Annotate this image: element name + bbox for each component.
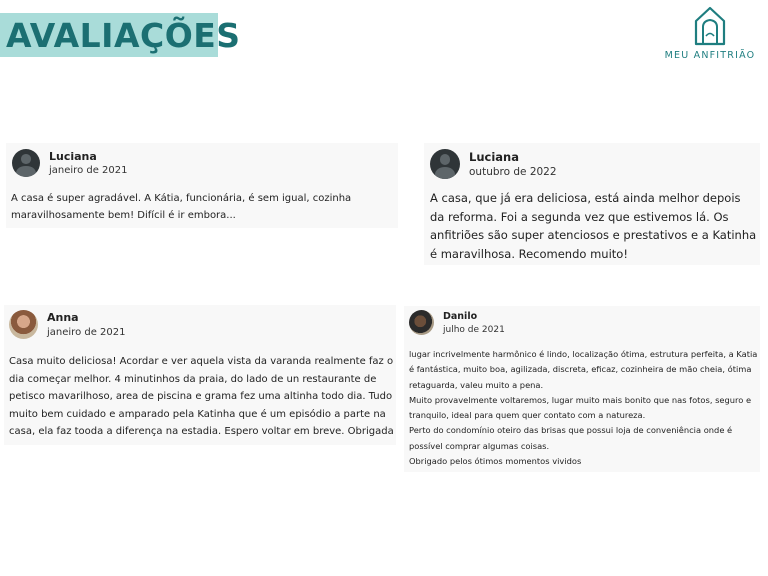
review-date: julho de 2021 xyxy=(443,324,505,335)
house-logo-icon xyxy=(692,5,728,47)
reviewer-name: Luciana xyxy=(469,150,519,164)
user-avatar xyxy=(12,149,40,177)
review-card xyxy=(6,143,398,228)
user-avatar xyxy=(430,149,460,179)
reviewer-name: Danilo xyxy=(443,310,478,322)
reviewer-name: Luciana xyxy=(49,150,97,163)
review-card xyxy=(424,143,760,265)
brand-logo xyxy=(660,5,760,67)
review-card xyxy=(404,306,760,472)
page-title-banner xyxy=(0,13,241,57)
review-card xyxy=(4,305,396,445)
user-avatar xyxy=(409,310,434,335)
review-text: A casa é super agradável. A Kátia, funcionária, é sem igual, cozinha maravilhosamente bem! Difícil é ir embora... xyxy=(11,193,352,221)
review-date: janeiro de 2021 xyxy=(47,327,126,338)
page-title: AVALIAÇÕES xyxy=(6,15,241,55)
review-text: A casa, que já era deliciosa, está ainda melhor depois da reforma. Foi a segunda vez que estivemos lá. Os anfitriões são super atenciosos e prestativos e a Katinha é maravilhosa. Recomendo muito! xyxy=(430,191,757,261)
review-text: Casa muito deliciosa! Acordar e ver aquela vista da varanda realmente faz o dia começar melhor. 4 minutinhos da praia, do lado de un restaurante de petisco mavarilhoso, area de piscina e grama fez uma altinha todo dia. Tudo muito bem cuidado e amparado pela Katinha que é um episódio a parte na casa, ela faz tooda a diferença na estadia. Espero voltar em breve. Obrigada xyxy=(9,356,394,437)
review-date: outubro de 2022 xyxy=(469,166,557,178)
review-date: janeiro de 2021 xyxy=(49,165,128,176)
brand-name: MEU ANFITRIÃO xyxy=(664,50,756,61)
reviewer-name: Anna xyxy=(47,311,79,324)
user-avatar xyxy=(9,310,38,339)
review-text: lugar incrivelmente harmônico é lindo, localização ótima, estrutura perfeita, a Katia é fantástica, muito boa, agilizada, discreta, eficaz, cozinheira de mão cheia, ótima retaguarda, valeu muito a pena. Muito provavelmente voltaremos, lugar muito mais bonito que nas fotos, seguro e tranquilo, ideal para quem quer contato com a natureza. Perto do condomínio oteiro das brisas que possui loja de conveniência onde é possível comprar algumas coisas. Obrigado pelos ótimos momentos vividos xyxy=(409,349,758,467)
